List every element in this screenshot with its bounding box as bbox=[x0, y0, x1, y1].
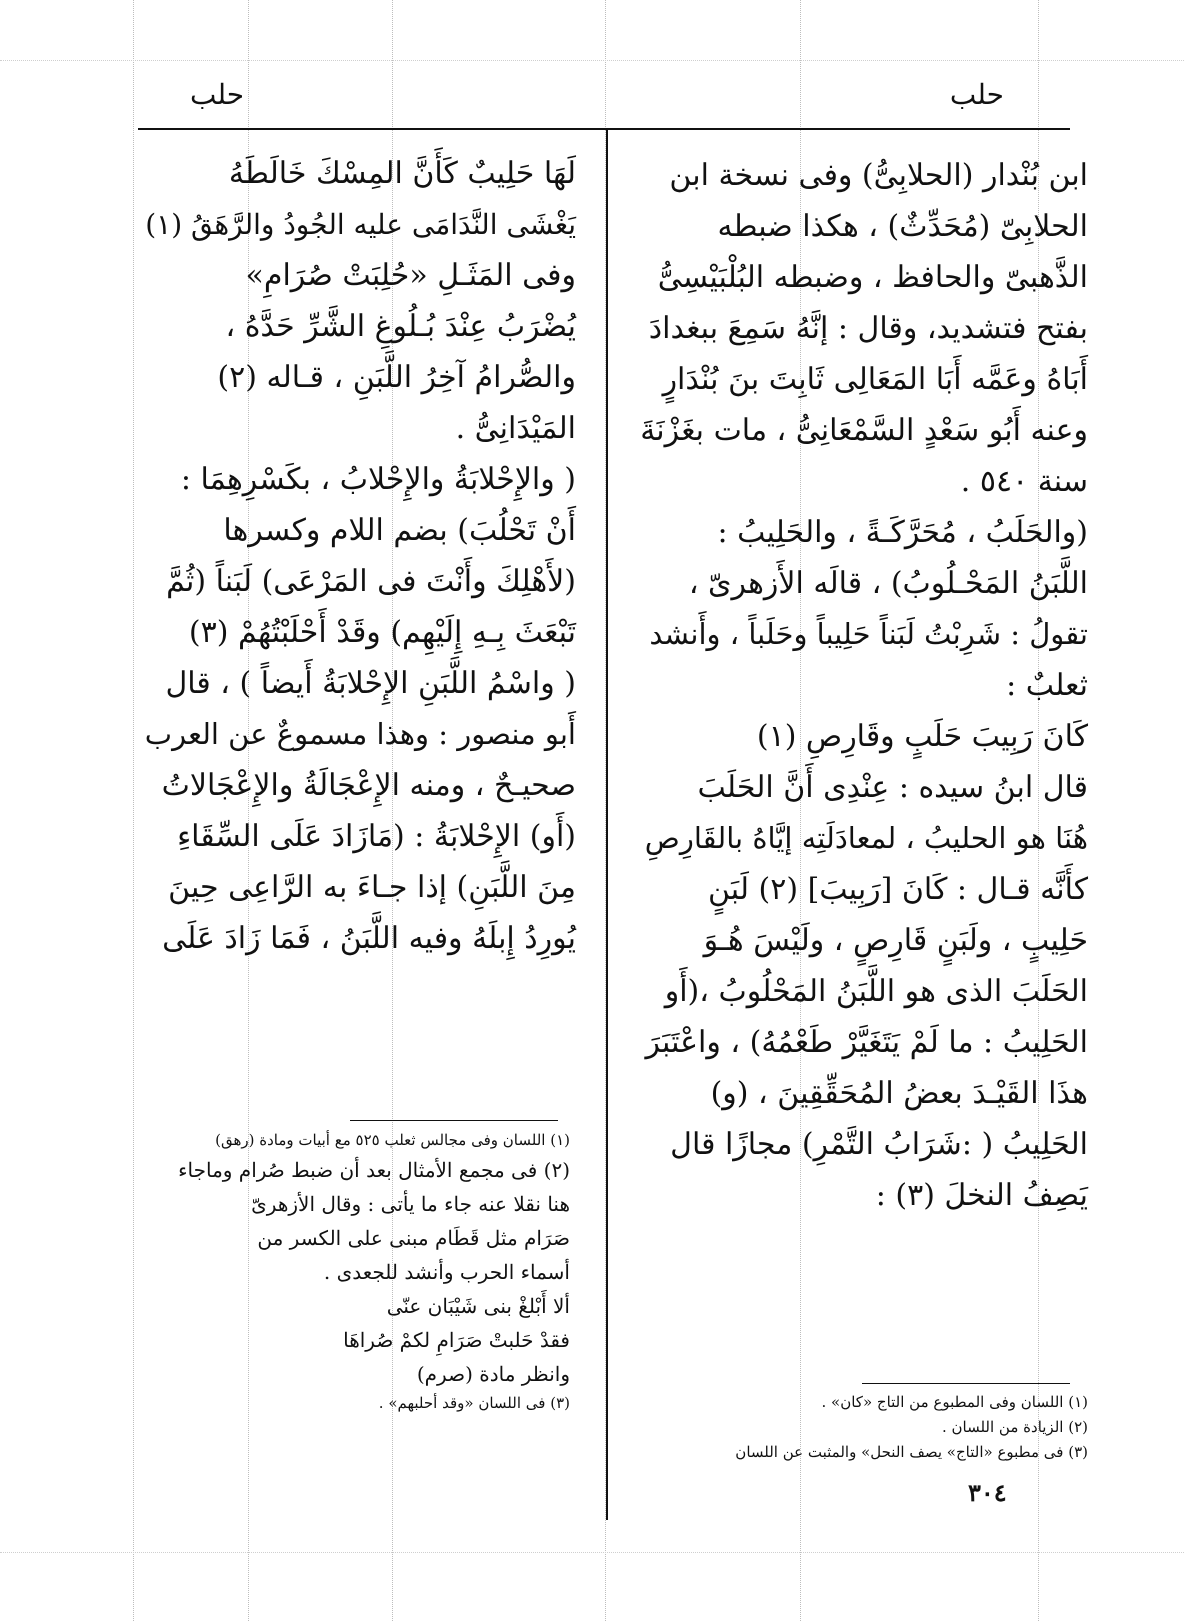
text-line: وعنه أَبُو سَعْدٍ السَّمْعَانِىُّ ، مات بغَزْنَةَ bbox=[640, 413, 1088, 448]
text-line: الحَلِيبُ : ما لَمْ يَتَغَيَّرْ طَعْمُهُ) ، واعْتَبَرَ bbox=[645, 1025, 1088, 1060]
footnote-line: (٣) فى اللسان «وقد أحلبهم» . bbox=[378, 1394, 570, 1412]
header-rule bbox=[138, 128, 1070, 130]
text-line: (والحَلَبُ ، مُحَرَّكَـةً ، والحَلِيبُ : bbox=[717, 515, 1088, 550]
text-line: كَانَ رَبِيبَ حَلَبٍ وقَارِصِ (١) bbox=[756, 719, 1088, 754]
text-line: يُورِدُ إِبلَهُ وفيه اللَّبَنُ ، فَمَا زَادَ عَلَى bbox=[162, 921, 576, 956]
text-line: اللَّبَنُ المَحْـلُوبُ) ، قالَه الأَزهرىّ ، bbox=[688, 566, 1088, 601]
text-line: سنة ٥٤٠ . bbox=[960, 464, 1088, 499]
footnote-line: (١) اللسان وفى مجالس ثعلب ٥٢٥ مع أبيات ومادة (رهق) bbox=[215, 1131, 570, 1149]
text-line: هُنَا هو الحليبُ ، لمعادَلَتِه إيَّاهُ بالقَارِصِ bbox=[644, 821, 1088, 855]
footnote-line: (٢) الزيادة من اللسان . bbox=[941, 1418, 1088, 1436]
footnote-line: أسماء الحرب وأنشد للجعدى . bbox=[323, 1260, 570, 1284]
text-line: يَصِفُ النخلَ (٣) : bbox=[875, 1178, 1088, 1213]
footnote-line: ألا أَبْلغْ بنى شَيْبَان عنّى bbox=[386, 1294, 570, 1318]
footnote-rule-right bbox=[862, 1383, 1070, 1384]
text-line: تَبْعَثَ بِـهِ إِلَيْهِم) وقَدْ أَحْلَبْتُهُمْ (٣) bbox=[188, 615, 576, 650]
right-footnotes bbox=[636, 1390, 1088, 1465]
text-line: الحَلِيبُ ( :شَرَابُ التَّمْرِ) مجازًا قال bbox=[670, 1127, 1088, 1162]
column-divider bbox=[606, 130, 608, 1520]
text-line: ( واسْمُ اللَّبَنِ الإِحْلابَةُ أَيضاً ) ، قال bbox=[165, 666, 576, 701]
text-line: الحلابِىّ (مُحَدِّثٌ) ، هكذا ضبطه bbox=[717, 209, 1088, 244]
text-line: ابن بُنْدار (الحلابِىُّ) وفى نسخة ابن bbox=[669, 158, 1088, 193]
text-line: وفى المَثَـلِ «حُلِبَتْ صُرَامِ» bbox=[245, 258, 576, 293]
scan-guide bbox=[0, 1552, 1184, 1553]
footnote-line: وانظر مادة (صرم) bbox=[416, 1362, 570, 1386]
text-line: حَلِيبٍ ، ولَبَنٍ قَارِصٍ ، ولَيْسَ هُـوَ bbox=[703, 923, 1088, 958]
text-line: تقولُ : شَرِبْتُ لَبَناً حَلِيباً وحَلَباً ، وأَنشد bbox=[649, 617, 1088, 651]
footnote-line: فقدْ حَلبتْ صَرَامِ لكمْ صُراهَا bbox=[343, 1328, 570, 1352]
footnote-line: صَرَام مثل قَطَام مبنى على الكسر من bbox=[257, 1226, 570, 1250]
text-line: المَيْدَانِىُّ . bbox=[455, 411, 576, 446]
left-footnotes bbox=[136, 1128, 570, 1416]
text-line: (أَو) الإِحْلابَةُ : (مَازَادَ عَلَى السِّقَاءِ bbox=[177, 819, 576, 854]
left-column bbox=[136, 148, 576, 964]
running-header-left: حلب bbox=[190, 78, 245, 111]
text-line: صحيـحٌ ، ومنه الإِعْجَالَةُ والإِعْجَالاتُ bbox=[161, 768, 576, 803]
text-line: هذَا القَيْـدَ بعضُ المُحَقِّقِينَ ، (و) bbox=[710, 1076, 1088, 1111]
text-line: لَهَا حَلِيبٌ كَأَنَّ المِسْكَ خَالَطَهُ bbox=[228, 156, 576, 191]
text-line: ثعلبٌ : bbox=[1006, 668, 1088, 703]
text-line: كأَنَّه قـال : كَانَ [رَبِيبَ] (٢) لَبَنٍ bbox=[707, 872, 1088, 907]
text-line: يُضْرَبُ عِنْدَ بُـلُوغِ الشَّرِّ حَدَّهُ ، bbox=[225, 309, 576, 344]
footnote-line: (١) اللسان وفى المطبوع من التاج «كان» . bbox=[821, 1393, 1088, 1411]
footnote-rule-left bbox=[350, 1120, 558, 1121]
footnote-line: (٢) فى مجمع الأمثال بعد أن ضبط صُرام وماجاء bbox=[178, 1158, 570, 1182]
text-line: مِنَ اللَّبَنِ) إذا جـاءَ به الرَّاعِى حِينَ bbox=[168, 870, 576, 905]
text-line: والصُّرامُ آخِرُ اللَّبَنِ ، قـاله (٢) bbox=[217, 360, 576, 395]
footnote-line: (٣) فى مطبوع «التاج» يصف النحل» والمثبت عن اللسان bbox=[735, 1443, 1088, 1461]
scan-guide bbox=[133, 0, 134, 1621]
text-line: أَبَاهُ وعَمَّه أَبَا المَعَالِى ثَابِتَ بنَ بُنْدَارٍ bbox=[662, 362, 1088, 397]
text-line: ( والإِحْلابَةُ والإِحْلابُ ، بكَسْرِهِمَا : bbox=[180, 462, 576, 497]
page-number: ٣٠٤ bbox=[968, 1478, 1007, 1507]
running-header-right: حلب bbox=[949, 78, 1004, 111]
text-line: أَبو منصور : وهذا مسموعٌ عن العرب bbox=[144, 717, 576, 751]
text-line: الذَّهبىّ والحافظ ، وضبطه البُلْبَيْسِىُّ bbox=[657, 260, 1088, 295]
text-line: أَنْ تَحْلُبَ) بضم اللام وكسرها bbox=[223, 513, 576, 548]
text-line: الحَلَبَ الذى هو اللَّبَنُ المَحْلُوبُ ،(أَو bbox=[664, 974, 1088, 1009]
text-line: بفتح فتشديد، وقال : إنَّهُ سَمِعَ ببغدادَ bbox=[648, 311, 1088, 346]
right-column bbox=[636, 150, 1088, 1221]
text-line: قال ابنُ سيده : عِنْدِى أَنَّ الحَلَبَ bbox=[697, 770, 1088, 805]
text-line: (لأَهْلِكَ وأَنْتَ فى المَرْعَى) لَبَناً (ثُمَّ bbox=[166, 564, 576, 599]
scan-guide bbox=[0, 60, 1184, 61]
footnote-line: هنا نقلا عنه جاء ما يأتى : وقال الأزهرىّ bbox=[251, 1192, 570, 1216]
text-line: يَغْشَى النَّدَامَى عليه الجُودُ والرَّهَقُ (١) bbox=[145, 208, 576, 241]
